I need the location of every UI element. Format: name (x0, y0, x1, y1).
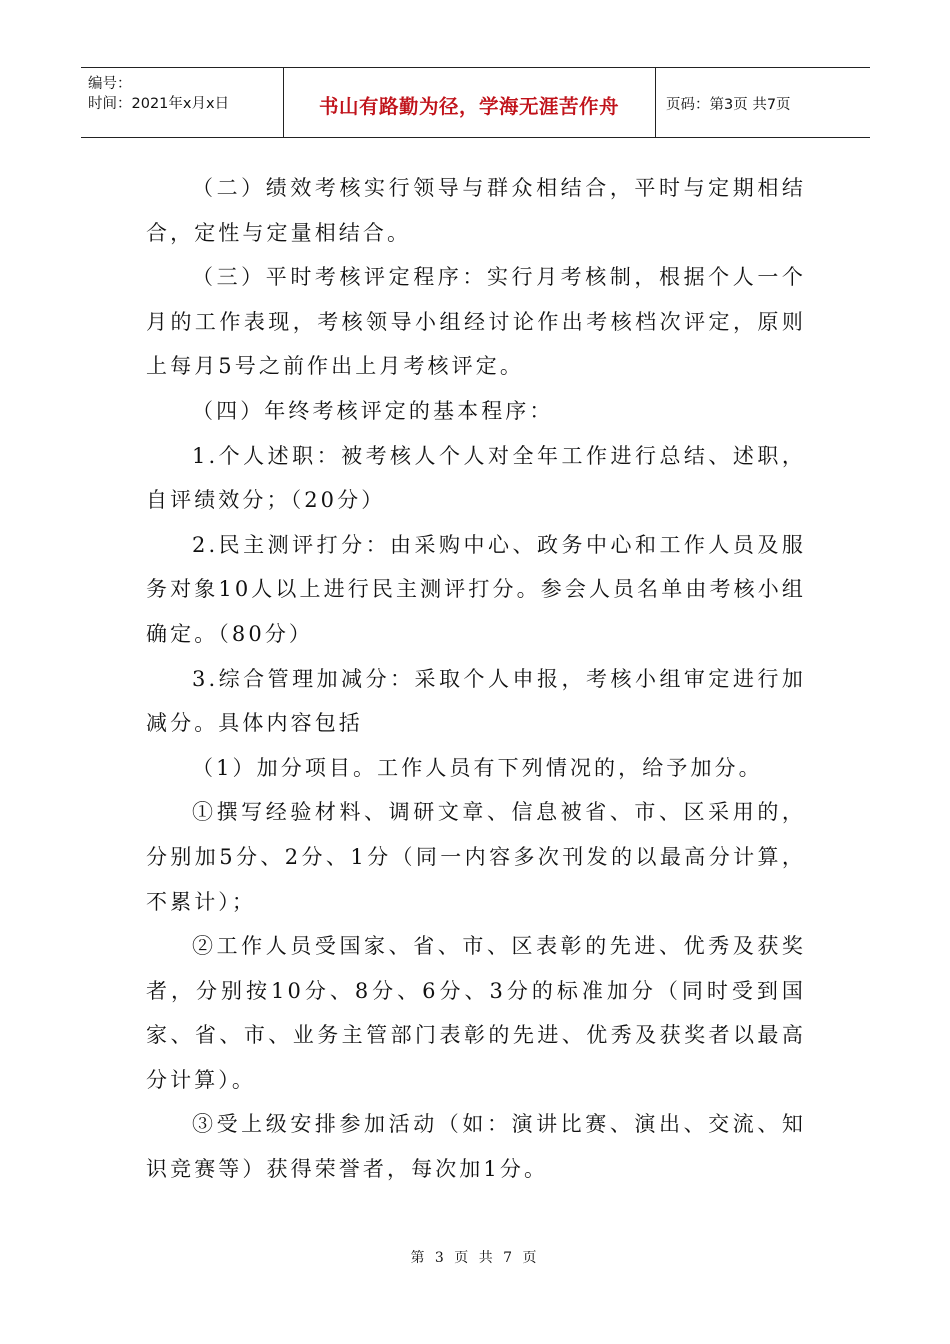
paragraph: 2.民主测评打分：由采购中心、政务中心和工作人员及服务对象10人以上进行民主测评打分。参会人员名单由考核小组确定。（80分） (146, 532, 806, 646)
paragraph: （1）加分项目。工作人员有下列情况的，给予加分。 (192, 755, 763, 780)
paragraph: （二）绩效考核实行领导与群众相结合，平时与定期相结合，定性与定量相结合。 (146, 176, 806, 245)
document-header (81, 67, 870, 138)
header-page-number: 页码：第3页 共7页 (666, 97, 791, 113)
document-body (146, 166, 806, 1192)
paragraph: （三）平时考核评定程序：实行月考核制，根据个人一个月的工作表现，考核领导小组经讨论作出考核档次评定，原则上每月5号之前作出上月考核评定。 (146, 265, 806, 379)
paragraph: 1.个人述职：被考核人个人对全年工作进行总结、述职，自评绩效分；（20分） (146, 443, 806, 513)
paragraph: ②工作人员受国家、省、市、区表彰的先进、优秀及获奖者，分别按10分、8分、6分、3分的标准加分（同时受到国家、省、市、业务主管部门表彰的先进、优秀及获奖者以最高分计算）。 (146, 934, 806, 1092)
page-footer: 第 3 页 共 7 页 (410, 1250, 540, 1266)
paragraph: ③受上级安排参加活动（如：演讲比赛、演出、交流、知识竞赛等）获得荣誉者，每次加1分。 (146, 1112, 806, 1182)
header-motto-cell (283, 68, 656, 137)
document-number-label: 编号： (88, 76, 132, 92)
paragraph: ①撰写经验材料、调研文章、信息被省、市、区采用的，分别加5分、2分、1分（同一内容多次刊发的以最高分计算，不累计）； (146, 800, 806, 914)
header-motto: 书山有路勤为径，学海无涯苦作舟 (318, 95, 619, 118)
header-info-cell (81, 68, 284, 137)
document-date-label: 时间：2021年x月x日 (88, 96, 230, 112)
header-page-cell (655, 68, 870, 137)
paragraph: 3.综合管理加减分：采取个人申报，考核小组审定进行加减分。具体内容包括 (146, 666, 806, 736)
paragraph: （四）年终考核评定的基本程序： (192, 398, 554, 423)
